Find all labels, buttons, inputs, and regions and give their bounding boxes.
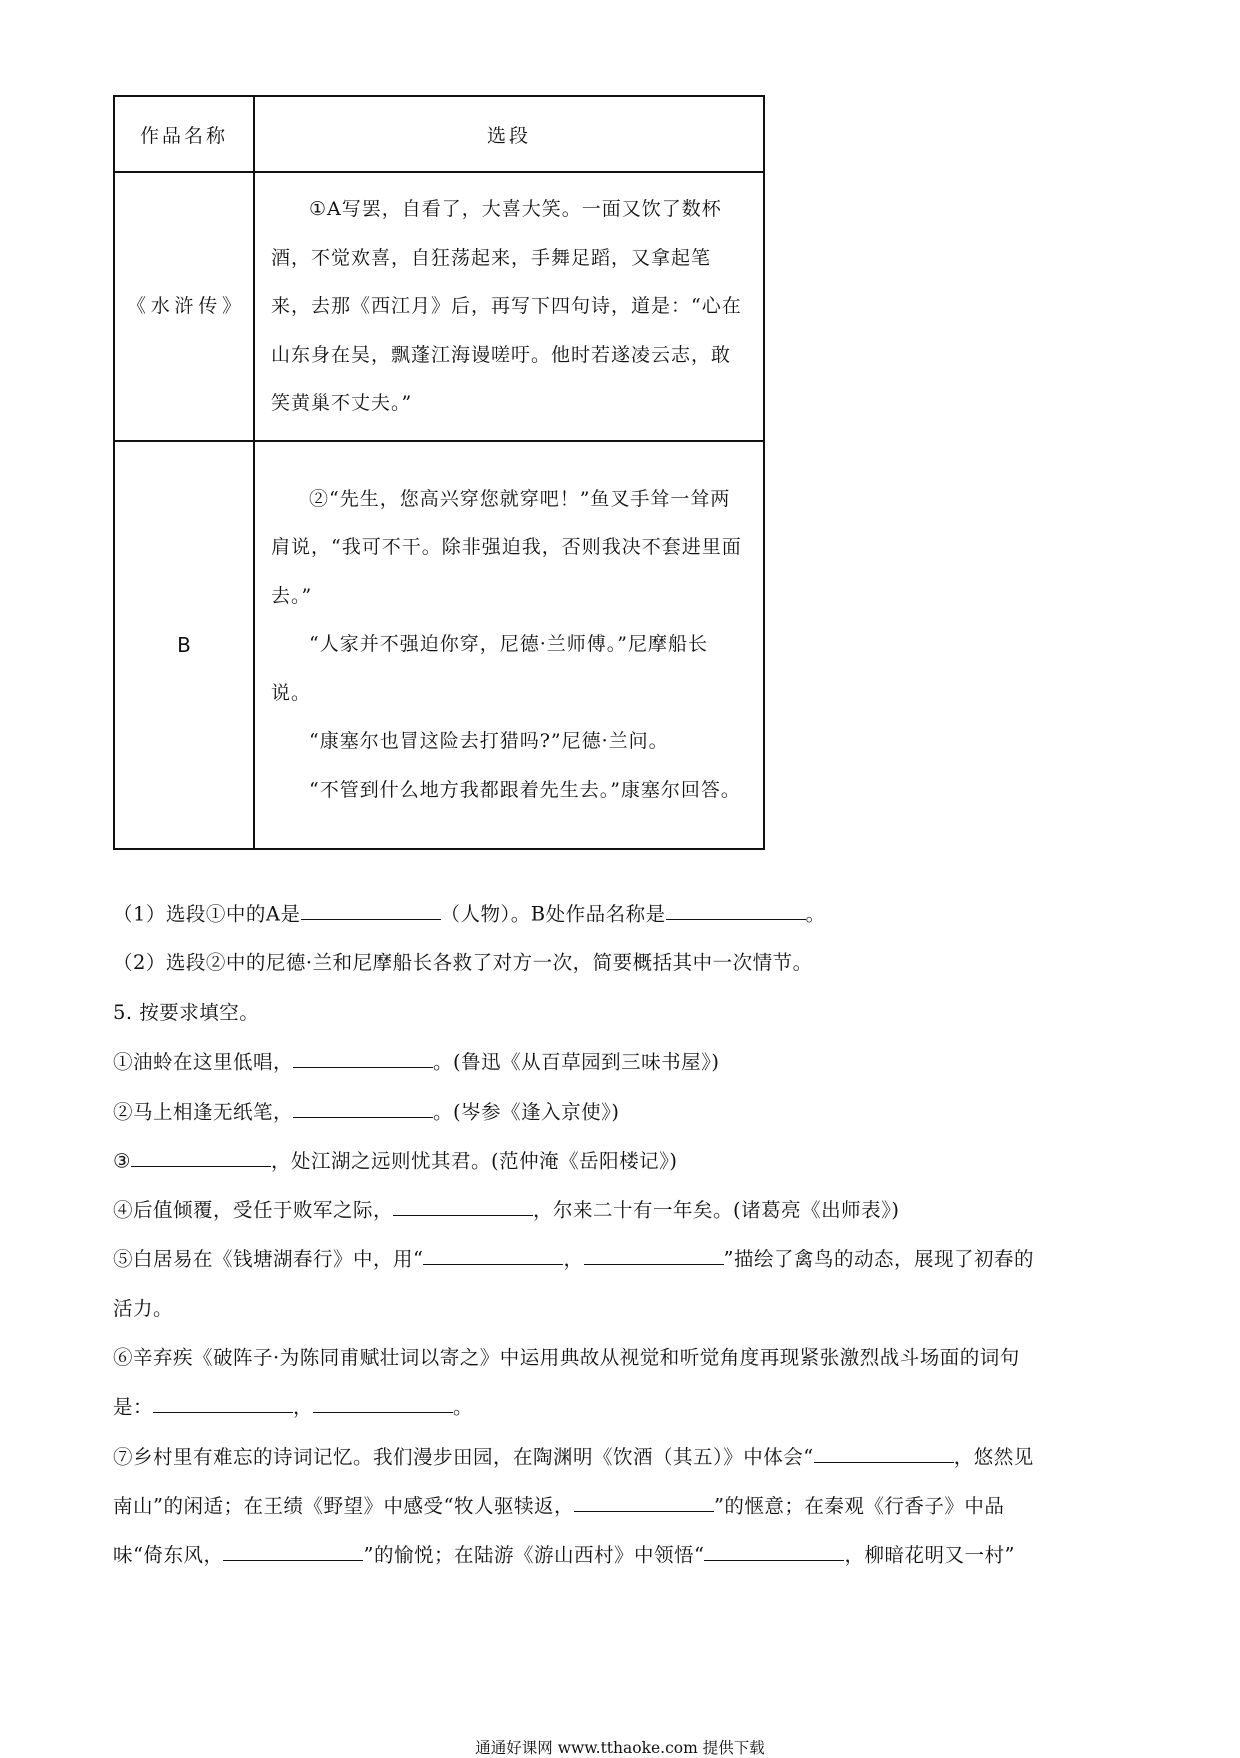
fill-item-7-cont: 南山”的闲适；在王绩《野望》中感受“牧人驱犊返， ”的惬意；在秦观《行香子》中品	[113, 1490, 1133, 1518]
answer-blank[interactable]	[393, 1194, 533, 1216]
fill-item-7: ⑦乡村里有难忘的诗词记忆。我们漫步田园，在陶渊明《饮酒（其五）》中体会“ ，悠然见	[113, 1441, 1133, 1469]
answer-blank[interactable]	[293, 1046, 433, 1068]
fill-item-7-cont: 味“倚东风， ”的愉悦；在陆游《游山西村》中领悟“ ，柳暗花明又一村”	[113, 1539, 1133, 1567]
answer-blank[interactable]	[423, 1243, 563, 1265]
section-5-heading: 5. 按要求填空。	[113, 1001, 260, 1024]
answer-blank[interactable]	[293, 1096, 433, 1118]
answer-blank[interactable]	[223, 1539, 363, 1561]
work-name-cell: 《水浒传》	[114, 172, 254, 441]
excerpt-paragraph: “康塞尔也冒这险去打猎吗?”尼德·兰问。	[309, 730, 669, 753]
excerpt-paragraph: “人家并不强迫你穿，尼德·兰师傅。”尼摩船长说。	[271, 633, 708, 704]
excerpt-paragraph: ①A写罢，自看了，大喜大笑。一面又饮了数杯酒，不觉欢喜，自狂荡起来，手舞足蹈，又拿起笔来，去那《西江月》后，再写下四句诗，道是：“心在山东身在吴，飘蓬江海谩嗟吁。他时若遂凌云志，敢笑黄巢不丈夫。”	[271, 198, 742, 414]
fill-item-5-cont: 活力。	[113, 1297, 174, 1320]
answer-blank[interactable]	[574, 1490, 714, 1512]
fill-item-2: ②马上相逢无纸笔， 。(岑参《逢入京使》)	[113, 1096, 1133, 1124]
excerpt-paragraph: ②“先生，您高兴穿您就穿吧！”鱼叉手耸一耸两肩说，“我可不干。除非强迫我，否则我决不套进里面去。”	[271, 487, 742, 607]
question-1: （1）选段①中的A是 （人物）。B处作品名称是 。	[113, 898, 1133, 926]
answer-blank[interactable]	[814, 1441, 954, 1463]
excerpt-paragraph: “不管到什么地方我都跟着先生去。”康塞尔回答。	[309, 778, 741, 801]
fill-item-5: ⑤白居易在《钱塘湖春行》中，用“ ， ”描绘了禽鸟的动态，展现了初春的	[113, 1243, 1133, 1271]
answer-blank[interactable]	[313, 1391, 453, 1413]
answer-blank[interactable]	[666, 898, 806, 920]
answer-blank[interactable]	[153, 1391, 293, 1413]
fill-item-6: ⑥辛弃疾《破阵子·为陈同甫赋壮词以寄之》中运用典故从视觉和听觉角度再现紧张激烈战斗场面的词句	[113, 1346, 1020, 1369]
answer-blank[interactable]	[704, 1539, 844, 1561]
answer-blank[interactable]	[131, 1145, 271, 1167]
excerpt-cell	[254, 441, 764, 849]
fill-item-6-cont: 是： ， 。	[113, 1391, 1133, 1419]
answer-blank[interactable]	[584, 1243, 724, 1265]
table-row	[114, 172, 764, 441]
fill-item-3: ③ ，处江湖之远则忧其君。(范仲淹《岳阳楼记》)	[113, 1145, 1133, 1173]
excerpt-cell	[254, 172, 764, 441]
fill-item-1: ①油蛉在这里低唱， 。(鲁迅《从百草园到三味书屋》)	[113, 1046, 1133, 1074]
page-footer: 通通好课网 www.tthaoke.com 提供下载	[475, 1739, 765, 1757]
header-excerpt: 选段	[254, 96, 764, 172]
passage-table	[113, 95, 765, 850]
header-work-name: 作品名称	[114, 96, 254, 172]
work-name-cell: B	[114, 441, 254, 849]
table-header-row	[114, 96, 764, 172]
answer-blank[interactable]	[301, 898, 441, 920]
question-2: （2）选段②中的尼德·兰和尼摩船长各救了对方一次，简要概括其中一次情节。	[113, 951, 813, 974]
fill-item-4: ④后值倾覆，受任于败军之际， ，尔来二十有一年矣。(诸葛亮《出师表》)	[113, 1194, 1133, 1222]
table-row	[114, 441, 764, 849]
